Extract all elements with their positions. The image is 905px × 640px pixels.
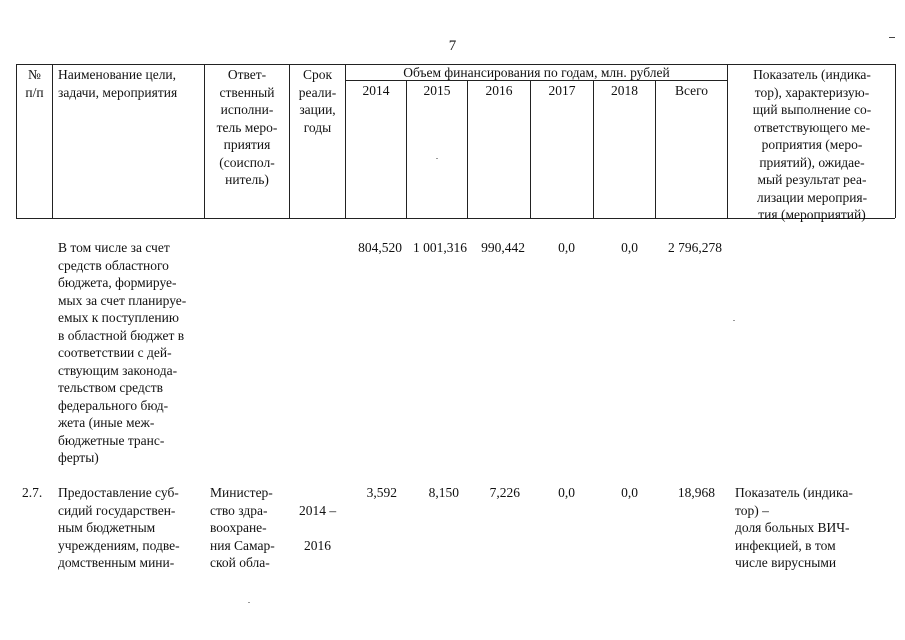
row2-name-line: учреждениям, подве- xyxy=(58,537,180,553)
header-responsible: Ответ- ственный исполни- тель меро- приятия (соиспол- нитель) xyxy=(216,67,278,187)
scan-mark xyxy=(889,37,895,38)
row1-value-2015: 1 001,316 xyxy=(413,240,467,255)
row1-value-2014: 804,520 xyxy=(358,240,402,255)
row2-name-line: сидий государствен- xyxy=(58,502,176,518)
row1-name-line: ферты) xyxy=(58,450,99,465)
row2-num: 2.7. xyxy=(22,485,43,500)
row1-name-line: федерального бюд- xyxy=(58,397,169,413)
header-term: Срок реали- зации, годы xyxy=(298,67,337,135)
row2-responsible-line: ство здра- xyxy=(210,502,268,518)
col-border-6 xyxy=(467,80,468,218)
row2-responsible-line: ния Самар- xyxy=(210,537,275,553)
row2-value-2014: 3,592 xyxy=(366,485,397,500)
row1-name-line: бюджетные транс- xyxy=(58,432,165,448)
row2-name-line: домственным мини- xyxy=(58,555,175,570)
header-year-2016: 2016 xyxy=(485,83,513,98)
col-border-7 xyxy=(530,80,531,218)
scan-speck xyxy=(733,320,735,321)
row2-value-2017: 0,0 xyxy=(558,485,575,500)
col-border-5 xyxy=(406,80,407,218)
row2-indicator-line: доля больных ВИЧ- xyxy=(735,520,850,535)
row2-value-2018: 0,0 xyxy=(621,485,638,500)
row2-responsible-line: воохране- xyxy=(210,520,267,535)
scan-speck xyxy=(248,602,250,603)
header-indicator: Показатель (индика- тор), характеризую- щий выполнение со- ответствующего ме- роприятия (меро- приятий), ожидае- мый результат реа- лизации мероприя- тия (мероприятий) xyxy=(752,67,872,222)
row2-indicator xyxy=(735,484,880,572)
row2-indicator-line: Показатель (индика- xyxy=(735,485,853,500)
row2-name-line: Предоставление суб- xyxy=(58,485,179,500)
page-number: 7 xyxy=(448,38,457,54)
row2-value-total: 18,968 xyxy=(677,485,715,500)
row1-name xyxy=(58,239,201,467)
header-num: № п/п xyxy=(25,67,44,100)
header-year-2015: 2015 xyxy=(423,83,451,98)
col-border-1 xyxy=(52,64,53,218)
row1-name-line: соответствии с дей- xyxy=(58,345,172,360)
header-finance-group: Объем финансирования по годам, млн. рублей xyxy=(403,65,670,80)
row2-responsible-line: Министер- xyxy=(210,485,273,500)
row2-term-line: 2014 – xyxy=(298,502,337,518)
row1-name-line: В том числе за счет xyxy=(58,240,170,255)
col-border-8 xyxy=(593,80,594,218)
row1-value-2017: 0,0 xyxy=(558,240,575,255)
row1-value-2018: 0,0 xyxy=(621,240,638,255)
row1-name-line: ствующим законода- xyxy=(58,362,178,378)
row2-indicator-line: тор) – xyxy=(735,502,769,518)
row2-term-line: 2016 xyxy=(304,537,331,553)
row2-indicator-line: инфекцией, в том xyxy=(735,537,836,553)
scan-speck xyxy=(436,158,438,159)
row1-name-line: мых за счет планируе- xyxy=(58,292,187,308)
row1-name-line: средств областного xyxy=(58,257,169,273)
row2-term xyxy=(290,484,345,572)
row1-name-line: жета (иные меж- xyxy=(58,415,155,430)
col-border-9 xyxy=(655,80,656,218)
col-border-10 xyxy=(727,64,728,218)
header-total: Всего xyxy=(674,83,709,98)
header-name: Наименование цели, задачи, мероприятия xyxy=(58,67,178,100)
col-border-11 xyxy=(895,64,896,218)
row1-name-line: емых к поступлению xyxy=(58,310,179,325)
row2-name-line: ным бюджетным xyxy=(58,520,156,535)
row1-value-2016: 990,442 xyxy=(481,240,525,255)
row2-indicator-line: числе вирусными xyxy=(735,555,837,570)
row1-name-line: в областной бюджет в xyxy=(58,327,185,343)
row1-name-line: тельством средств xyxy=(58,380,164,395)
row2-responsible-line: ской обла- xyxy=(210,555,270,570)
header-year-2014: 2014 xyxy=(362,83,390,98)
row2-value-2015: 8,150 xyxy=(428,485,459,500)
row1-name-line: бюджета, формируе- xyxy=(58,275,177,290)
row2-responsible xyxy=(210,484,290,572)
header-year-2018: 2018 xyxy=(611,83,638,98)
row2-value-2016: 7,226 xyxy=(489,485,520,500)
row1-value-total: 2 796,278 xyxy=(668,240,722,255)
row2-name xyxy=(58,484,201,572)
header-year-2017: 2017 xyxy=(548,83,576,98)
